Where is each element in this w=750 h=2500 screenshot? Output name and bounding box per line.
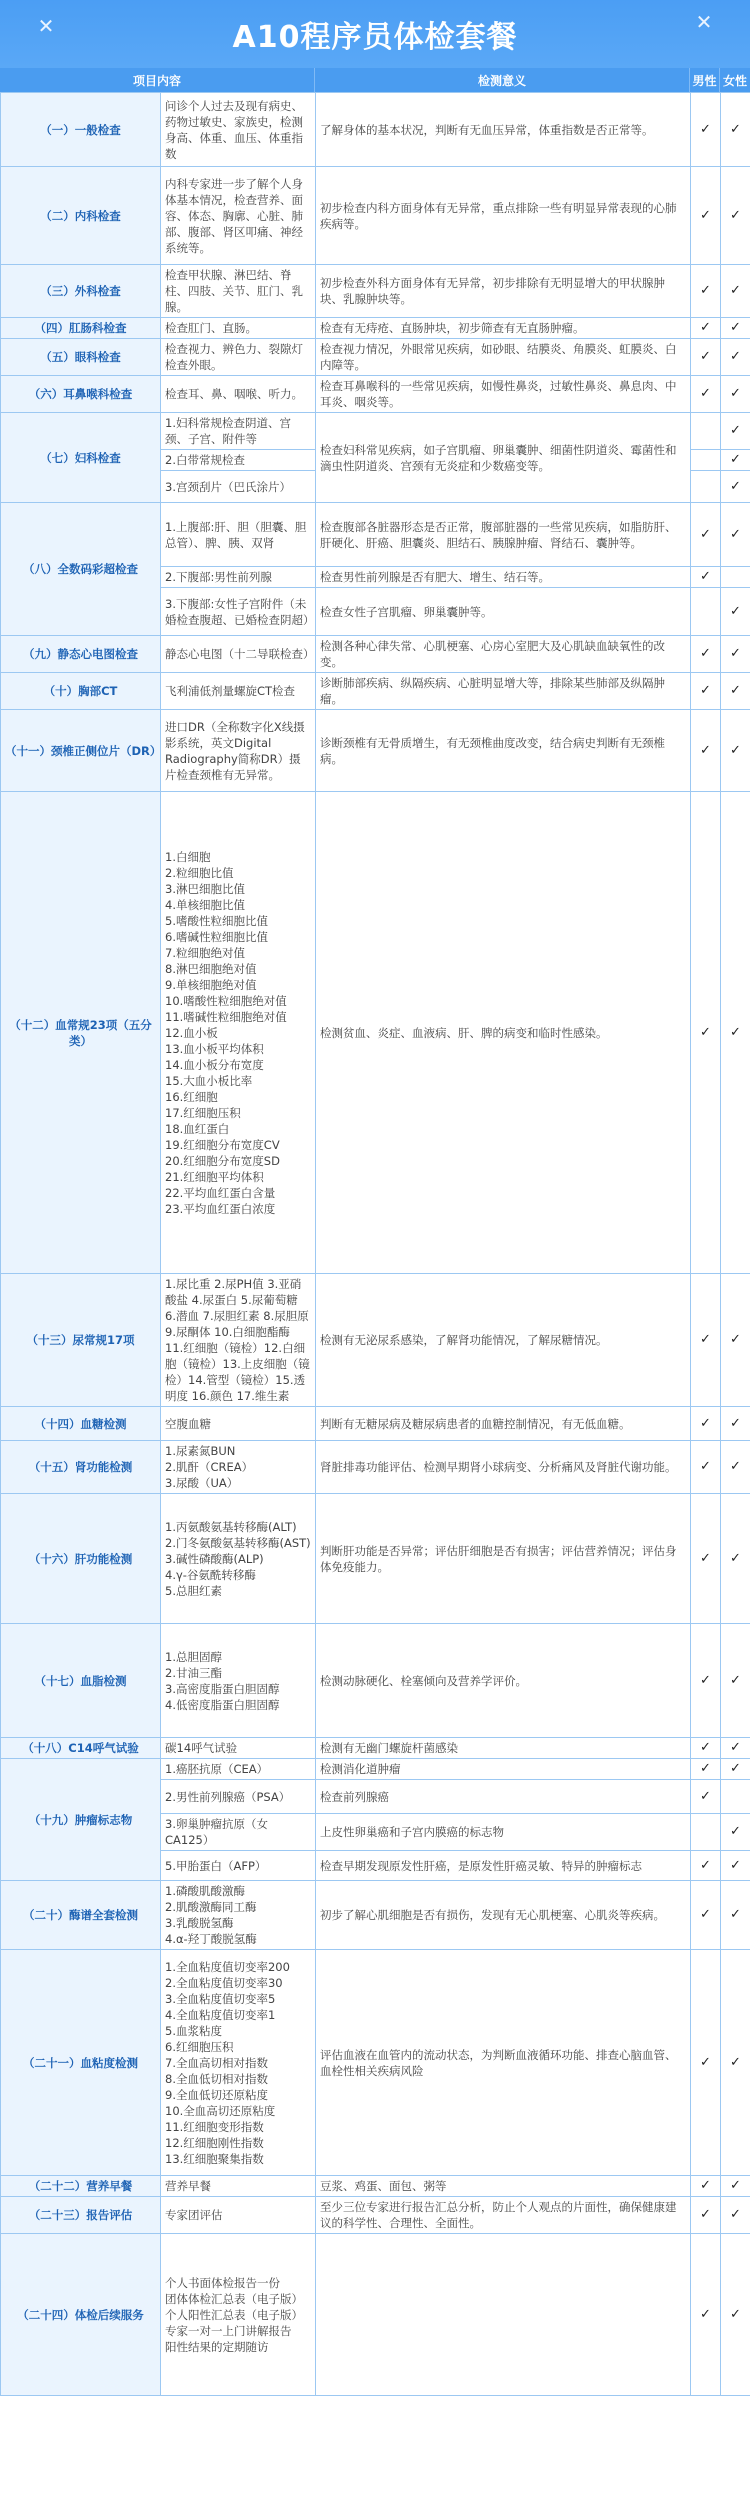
item-name: （六）耳鼻喉科检查 <box>1 376 161 413</box>
item-name: （十三）尿常规17项 <box>1 1274 161 1407</box>
male-check: ✓ <box>691 1950 721 2176</box>
header-meaning: 检测意义 <box>315 68 690 92</box>
female-check: ✓ <box>721 1441 750 1494</box>
male-check: ✓ <box>691 2234 721 2396</box>
item-content: 1.全血粘度值切变率200 2.全血粘度值切变率30 3.全血粘度值切变率5 4.全血粘度值切变率1 5.血浆粘度 6.红细胞压积 7.全血高切相对指数 8.全血低切相对指数 9.全血低切还原粘度 10.全血高切还原粘度 11.红细胞变形指数 12.红细胞刚性指数 13.红细胞聚集指数 <box>161 1950 316 2176</box>
table-row <box>1 167 750 265</box>
table-row <box>1 265 750 318</box>
item-content: 1.总胆固醇 2.甘油三酯 3.高密度脂蛋白胆固醇 4.低密度脂蛋白胆固醇 <box>161 1624 316 1738</box>
item-content: 营养早餐 <box>161 2176 316 2197</box>
female-check: ✓ <box>721 93 750 167</box>
item-meaning: 初步检查内科方面身体有无异常，重点排除一些有明显异常表现的心肺疾病等。 <box>316 167 691 265</box>
female-check: ✓ <box>721 636 750 673</box>
item-meaning: 至少三位专家进行报告汇总分析，防止个人观点的片面性，确保健康建议的科学性、合理性、全面性。 <box>316 2197 691 2234</box>
header <box>0 0 750 68</box>
table-row <box>1 2197 750 2234</box>
table-row <box>1 636 750 673</box>
male-check: ✓ <box>691 1759 721 1780</box>
item-content: 1.上腹部:肝、胆（胆囊、胆总管）、脾、胰、双肾 <box>161 503 316 567</box>
item-meaning: 检测贫血、炎症、血液病、肝、脾的病变和临时性感染。 <box>316 792 691 1274</box>
female-check: ✓ <box>721 1881 750 1950</box>
item-content: 2.下腹部:男性前列腺 <box>161 567 316 588</box>
male-check: ✓ <box>691 2197 721 2234</box>
item-content: 静态心电图（十二导联检查） <box>161 636 316 673</box>
item-name: （十一）颈椎正侧位片（DR） <box>1 710 161 792</box>
item-content: 1.丙氨酸氨基转移酶(ALT) 2.门冬氨酸氨基转移酶(AST) 3.碱性磷酸酶(ALP) 4.γ-谷氨酰转移酶 5.总胆红素 <box>161 1494 316 1624</box>
item-meaning: 评估血液在血管内的流动状态，为判断血液循环功能、排查心脑血管、血栓性相关疾病风险 <box>316 1950 691 2176</box>
female-check: ✓ <box>721 376 750 413</box>
male-check: ✓ <box>691 1780 721 1814</box>
female-check: ✓ <box>721 2176 750 2197</box>
table-row <box>1 1407 750 1441</box>
male-check: ✓ <box>691 1851 721 1881</box>
male-check: ✓ <box>691 710 721 792</box>
male-check: ✓ <box>691 2176 721 2197</box>
item-name: （十六）肝功能检测 <box>1 1494 161 1624</box>
item-name: （十五）肾功能检测 <box>1 1441 161 1494</box>
item-meaning: 了解身体的基本状况，判断有无血压异常，体重指数是否正常等。 <box>316 93 691 167</box>
item-content: 检查肛门、直肠。 <box>161 318 316 339</box>
table-row <box>1 710 750 792</box>
item-meaning: 检查前列腺癌 <box>316 1780 691 1814</box>
female-check: ✓ <box>721 710 750 792</box>
item-meaning: 判断肝功能是否异常；评估肝细胞是否有损害；评估营养情况；评估身体免疫能力。 <box>316 1494 691 1624</box>
table-row <box>1 1950 750 2176</box>
table-row <box>1 792 750 1274</box>
item-content: 碳14呼气试验 <box>161 1738 316 1759</box>
female-check: ✓ <box>721 471 750 503</box>
table-row <box>1 673 750 710</box>
table-row <box>1 413 750 450</box>
item-meaning: 检查早期发现原发性肝癌，是原发性肝癌灵敏、特异的肿瘤标志 <box>316 1851 691 1881</box>
item-name: （二十三）报告评估 <box>1 2197 161 2234</box>
item-meaning: 检查视力情况，外眼常见疾病，如砂眼、结膜炎、角膜炎、虹膜炎、白内障等。 <box>316 339 691 376</box>
male-check: ✓ <box>691 673 721 710</box>
item-content: 飞利浦低剂量螺旋CT检查 <box>161 673 316 710</box>
item-name: （十九）肿瘤标志物 <box>1 1759 161 1881</box>
male-check: ✓ <box>691 1407 721 1441</box>
item-content: 1.妇科常规检查阴道、宫颈、子宫、附件等 <box>161 413 316 450</box>
item-meaning: 检查耳鼻喉科的一些常见疾病，如慢性鼻炎，过敏性鼻炎、鼻息肉、中耳炎、咽炎等。 <box>316 376 691 413</box>
header-item: 项目内容 <box>0 68 315 92</box>
male-check <box>691 471 721 503</box>
item-name: （二十四）体检后续服务 <box>1 2234 161 2396</box>
header-female: 女性 <box>722 73 747 88</box>
item-meaning: 检测动脉硬化、栓塞倾向及营养学评价。 <box>316 1624 691 1738</box>
item-meaning: 检查女性子宫肌瘤、卵巢囊肿等。 <box>316 588 691 636</box>
item-name: （十七）血脂检测 <box>1 1624 161 1738</box>
table-row <box>1 1494 750 1624</box>
item-meaning: 检测有无幽门螺旋杆菌感染 <box>316 1738 691 1759</box>
male-check: ✓ <box>691 792 721 1274</box>
page-title: A10程序员体检套餐 <box>232 20 518 55</box>
item-content: 1.磷酸肌酸激酶 2.肌酸激酶同工酶 3.乳酸脱氢酶 4.α-羟丁酸脱氢酶 <box>161 1881 316 1950</box>
table-row <box>1 339 750 376</box>
male-check: ✓ <box>691 1624 721 1738</box>
item-content: 1.尿比重 2.尿PH值 3.亚硝酸盐 4.尿蛋白 5.尿葡萄糖 6.潜血 7.尿胆红素 8.尿胆原 9.尿酮体 10.白细胞酯酶 11.红细胞（镜检）12.白细胞（镜检）13.上皮细胞（镜检）14.管型（镜检）15.透明度 16.颜色 17.维生素 <box>161 1274 316 1407</box>
female-check: ✓ <box>721 2197 750 2234</box>
item-meaning: 检查妇科常见疾病，如子宫肌瘤、卵巢囊肿、细菌性阴道炎、霉菌性和滴虫性阴道炎、宫颈有无炎症和少数癌变等。 <box>316 413 691 503</box>
item-content: 3.下腹部:女性子宫附件（未婚检查腹超、已婚检查阴超） <box>161 588 316 636</box>
item-meaning: 检查腹部各脏器形态是否正常，腹部脏器的一些常见疾病，如脂肪肝、肝硬化、肝癌、胆囊炎、胆结石、胰腺肿瘤、肾结石、囊肿等。 <box>316 503 691 567</box>
item-name: （二十一）血粘度检测 <box>1 1950 161 2176</box>
item-meaning: 检测各种心律失常、心肌梗塞、心房心室肥大及心肌缺血缺氧性的改变。 <box>316 636 691 673</box>
female-check: ✓ <box>721 318 750 339</box>
table-row <box>1 376 750 413</box>
item-meaning: 肾脏排毒功能评估、检测早期肾小球病变、分析痛风及肾脏代谢功能。 <box>316 1441 691 1494</box>
item-content: 5.甲胎蛋白（AFP） <box>161 1851 316 1881</box>
item-name: （二十）酶谱全套检测 <box>1 1881 161 1950</box>
female-check: ✓ <box>721 1494 750 1624</box>
item-content: 问诊个人过去及现有病史、药物过敏史、家族史，检测身高、体重、血压、体重指数 <box>161 93 316 167</box>
item-content: 2.白带常规检查 <box>161 450 316 471</box>
male-check: ✓ <box>691 318 721 339</box>
table-row <box>1 93 750 167</box>
close-icon[interactable]: ✕ <box>37 14 55 38</box>
female-check: ✓ <box>721 792 750 1274</box>
male-check: ✓ <box>691 167 721 265</box>
item-name: （八）全数码彩超检查 <box>1 503 161 636</box>
item-content: 检查视力、辨色力、裂隙灯检查外眼。 <box>161 339 316 376</box>
table-row <box>1 318 750 339</box>
item-name: （七）妇科检查 <box>1 413 161 503</box>
item-meaning: 检测有无泌尿系感染，了解肾功能情况，了解尿糖情况。 <box>316 1274 691 1407</box>
male-check: ✓ <box>691 1441 721 1494</box>
item-meaning: 检测消化道肿瘤 <box>316 1759 691 1780</box>
male-check: ✓ <box>691 567 721 588</box>
male-check <box>691 450 721 471</box>
male-check: ✓ <box>691 1738 721 1759</box>
female-check: ✓ <box>721 2234 750 2396</box>
exam-table <box>0 92 750 2396</box>
female-check: ✓ <box>721 1759 750 1780</box>
table-row <box>1 2176 750 2197</box>
table-row <box>1 1624 750 1738</box>
female-check: ✓ <box>721 1738 750 1759</box>
item-content: 内科专家进一步了解个人身体基本情况，检查营养、面容、体态、胸廓、心脏、肺部、腹部、肾区叩痛、神经系统等。 <box>161 167 316 265</box>
female-check: ✓ <box>721 1814 750 1851</box>
male-check: ✓ <box>691 339 721 376</box>
item-name: （九）静态心电图检查 <box>1 636 161 673</box>
female-check: ✓ <box>721 1950 750 2176</box>
item-content: 进口DR（全称数字化X线摄影系统，英文Digital Radiography简称DR）摄片检查颈椎有无异常。 <box>161 710 316 792</box>
female-check: ✓ <box>721 1851 750 1881</box>
item-meaning: 初步了解心肌细胞是否有损伤，发现有无心肌梗塞、心肌炎等疾病。 <box>316 1881 691 1950</box>
item-name: （十二）血常规23项（五分类） <box>1 792 161 1274</box>
female-check: ✓ <box>721 450 750 471</box>
female-check: ✓ <box>721 673 750 710</box>
table-header <box>0 68 750 92</box>
item-name: （二）内科检查 <box>1 167 161 265</box>
item-name: （十）胸部CT <box>1 673 161 710</box>
male-check: ✓ <box>691 1494 721 1624</box>
male-check: ✓ <box>691 1274 721 1407</box>
item-content: 2.男性前列腺癌（PSA） <box>161 1780 316 1814</box>
item-name: （十四）血糖检测 <box>1 1407 161 1441</box>
item-meaning: 判断有无糖尿病及糖尿病患者的血糖控制情况，有无低血糖。 <box>316 1407 691 1441</box>
male-check: ✓ <box>691 265 721 318</box>
female-check: ✓ <box>721 413 750 450</box>
item-meaning: 上皮性卵巢癌和子宫内膜癌的标志物 <box>316 1814 691 1851</box>
female-check <box>721 1780 750 1814</box>
male-check <box>691 413 721 450</box>
female-check: ✓ <box>721 1274 750 1407</box>
female-check: ✓ <box>721 339 750 376</box>
item-content: 1.白细胞 2.粒细胞比值 3.淋巴细胞比值 4.单核细胞比值 5.嗜酸性粒细胞比值 6.嗜碱性粒细胞比值 7.粒细胞绝对值 8.淋巴细胞绝对值 9.单核细胞绝对值 10.嗜酸性粒细胞绝对值 11.嗜碱性粒细胞绝对值 12.血小板 13.血小板平均体积 14.血小板分布宽度 15.大血小板比率 16.红细胞 17.红细胞压积 18.血红蛋白 19.红细胞分布宽度CV 20.红细胞分布宽度SD 21.红细胞平均体积 22.平均血红蛋白含量 23.平均血红蛋白浓度 <box>161 792 316 1274</box>
item-meaning: 初步检查外科方面身体有无异常，初步排除有无明显增大的甲状腺肿块、乳腺肿块等。 <box>316 265 691 318</box>
female-check: ✓ <box>721 503 750 567</box>
male-check: ✓ <box>691 376 721 413</box>
item-content: 3.卵巢肿瘤抗原（女CA125） <box>161 1814 316 1851</box>
female-check: ✓ <box>721 588 750 636</box>
item-content: 空腹血糖 <box>161 1407 316 1441</box>
female-check: ✓ <box>721 1407 750 1441</box>
table-row <box>1 503 750 567</box>
item-meaning: 检查男性前列腺是否有肥大、增生、结石等。 <box>316 567 691 588</box>
item-name: （四）肛肠科检查 <box>1 318 161 339</box>
table-row <box>1 1759 750 1780</box>
item-content: 3.宫颈刮片（巴氏涂片） <box>161 471 316 503</box>
item-name: （三）外科检查 <box>1 265 161 318</box>
header-male: 男性 <box>690 68 720 92</box>
table-row <box>1 1738 750 1759</box>
male-check <box>691 1814 721 1851</box>
male-check: ✓ <box>691 503 721 567</box>
table-row <box>1 1441 750 1494</box>
item-content: 个人书面体检报告一份 团体体检汇总表（电子版） 个人阳性汇总表（电子版） 专家一对一上门讲解报告 阳性结果的定期随访 <box>161 2234 316 2396</box>
item-name: （五）眼科检查 <box>1 339 161 376</box>
female-check: ✓ <box>721 1624 750 1738</box>
close-icon-right[interactable]: ✕ <box>695 10 713 34</box>
item-content: 1.癌胚抗原（CEA） <box>161 1759 316 1780</box>
male-check <box>691 588 721 636</box>
item-meaning: 豆浆、鸡蛋、面包、粥等 <box>316 2176 691 2197</box>
male-check: ✓ <box>691 636 721 673</box>
item-content: 1.尿素氮BUN 2.肌酐（CREA） 3.尿酸（UA） <box>161 1441 316 1494</box>
item-content: 检查甲状腺、淋巴结、脊柱、四肢、关节、肛门、乳腺。 <box>161 265 316 318</box>
table-row <box>1 1881 750 1950</box>
item-meaning: 诊断颈椎有无骨质增生，有无颈椎曲度改变，结合病史判断有无颈椎病。 <box>316 710 691 792</box>
item-name: （十八）C14呼气试验 <box>1 1738 161 1759</box>
female-check: ✓ <box>721 167 750 265</box>
table-row <box>1 1274 750 1407</box>
item-content: 检查耳、鼻、咽喉、听力。 <box>161 376 316 413</box>
male-check: ✓ <box>691 93 721 167</box>
female-check <box>721 567 750 588</box>
item-meaning: 诊断肺部疾病、纵隔疾病、心脏明显增大等，排除某些肺部及纵隔肿瘤。 <box>316 673 691 710</box>
item-meaning <box>316 2234 691 2396</box>
item-name: （二十二）营养早餐 <box>1 2176 161 2197</box>
female-check: ✓ <box>721 265 750 318</box>
table-row <box>1 2234 750 2396</box>
male-check: ✓ <box>691 1881 721 1950</box>
item-name: （一）一般检查 <box>1 93 161 167</box>
item-meaning: 检查有无痔疮、直肠肿块，初步筛查有无直肠肿瘤。 <box>316 318 691 339</box>
item-content: 专家团评估 <box>161 2197 316 2234</box>
